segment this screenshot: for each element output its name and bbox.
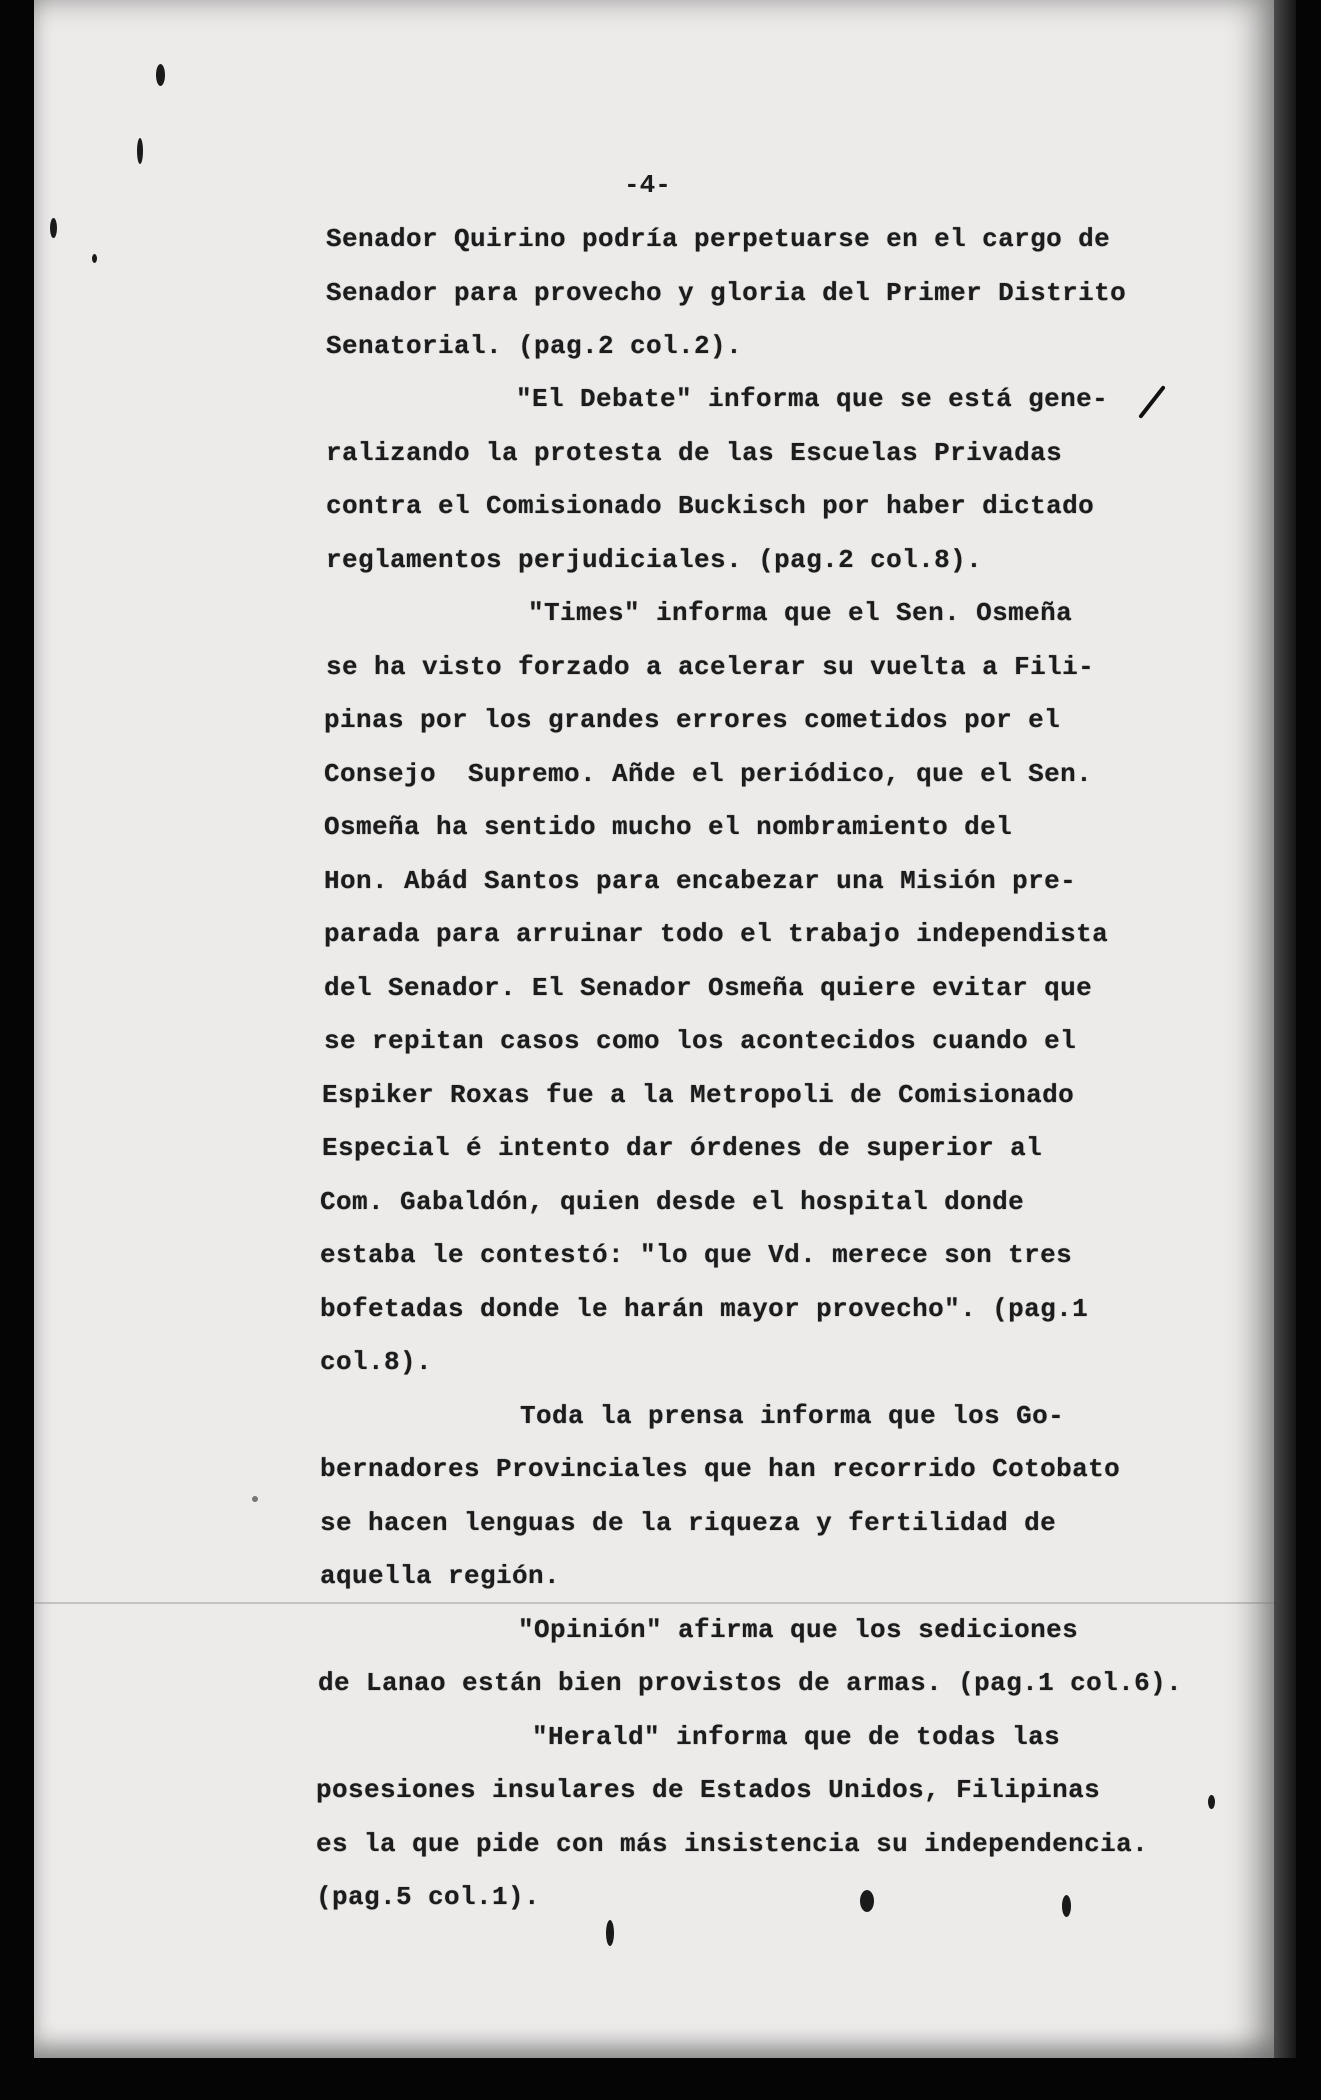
- text-line: Com. Gabaldón, quien desde el hospital donde: [320, 1187, 1025, 1217]
- text-line: del Senador. El Senador Osmeña quiere evitar que: [324, 973, 1093, 1003]
- ink-speck: [1062, 1895, 1071, 1917]
- ink-speck: [50, 218, 57, 238]
- text-line: Hon. Abád Santos para encabezar una Misión pre-: [324, 866, 1077, 896]
- text-line: bofetadas donde le harán mayor provecho". (pag.1: [320, 1294, 1089, 1324]
- ink-speck: [92, 254, 97, 263]
- text-line: "Opinión" afirma que los sediciones: [518, 1615, 1079, 1645]
- page-fold-line: [34, 1602, 1274, 1604]
- ink-speck: [1208, 1795, 1215, 1809]
- text-line: estaba le contestó: "lo que Vd. merece son tres: [320, 1240, 1073, 1270]
- text-line: Consejo Supremo. Añde el periódico, que el Sen.: [324, 759, 1093, 789]
- text-line: "Herald" informa que de todas las: [532, 1722, 1061, 1752]
- text-line: es la que pide con más insistencia su independencia.: [316, 1829, 1149, 1859]
- text-line: Osmeña ha sentido mucho el nombramiento del: [324, 812, 1013, 842]
- page-number: -4-: [624, 170, 671, 200]
- page-edge-shadow: [1274, 0, 1296, 2058]
- text-line: bernadores Provinciales que han recorrido Cotobato: [320, 1454, 1121, 1484]
- text-line: Senador para provecho y gloria del Primer Distrito: [326, 278, 1127, 308]
- text-line: se repitan casos como los acontecidos cuando el: [324, 1026, 1077, 1056]
- ink-speck: [860, 1890, 874, 1912]
- text-line: de Lanao están bien provistos de armas. (pag.1 col.6).: [318, 1668, 1183, 1698]
- ink-speck: [606, 1920, 614, 1946]
- text-line: Especial é intento dar órdenes de superior al: [322, 1133, 1043, 1163]
- text-line: Espiker Roxas fue a la Metropoli de Comisionado: [322, 1080, 1075, 1110]
- text-line: posesiones insulares de Estados Unidos, Filipinas: [316, 1775, 1101, 1805]
- ink-speck: [137, 138, 143, 164]
- text-line: ralizando la protesta de las Escuelas Privadas: [326, 438, 1063, 468]
- text-line: (pag.5 col.1).: [316, 1882, 541, 1912]
- text-line: se hacen lenguas de la riqueza y fertilidad de: [320, 1508, 1057, 1538]
- ink-speck: [156, 64, 165, 86]
- text-line: Senatorial. (pag.2 col.2).: [326, 331, 743, 361]
- text-line: contra el Comisionado Buckisch por haber dictado: [326, 491, 1095, 521]
- text-line: reglamentos perjudiciales. (pag.2 col.8).: [326, 545, 983, 575]
- text-line: Senador Quirino podría perpetuarse en el cargo de: [326, 224, 1111, 254]
- text-line: "Times" informa que el Sen. Osmeña: [528, 598, 1073, 628]
- text-line: col.8).: [320, 1347, 433, 1377]
- text-line: "El Debate" informa que se está gene-: [516, 384, 1109, 414]
- text-line: pinas por los grandes errores cometidos por el: [324, 705, 1061, 735]
- ink-speck: [252, 1496, 258, 1502]
- text-line: parada para arruinar todo el trabajo independista: [324, 919, 1109, 949]
- text-line: Toda la prensa informa que los Go-: [520, 1401, 1065, 1431]
- text-line: se ha visto forzado a acelerar su vuelta a Fili-: [326, 652, 1095, 682]
- text-line: aquella región.: [320, 1561, 561, 1591]
